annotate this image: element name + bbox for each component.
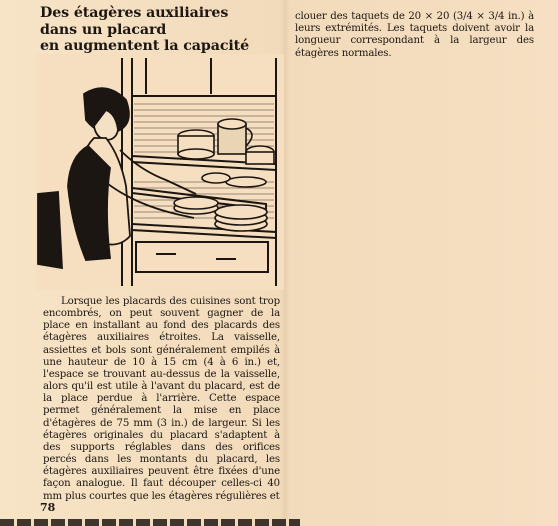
article-title: Des étagères auxiliaires dans un placard en augmentent la capacité [40,5,250,55]
bottom-edge-strip [0,519,300,526]
page-number: 78 [40,501,56,514]
body-paragraph: Lorsque les placards des cuisines sont trop encombrés, on peut souvent gagner de la place en installant au fond des placards des étagères auxiliaires étroites. La vaisselle, assiettes et bols sont généralement empilés à une hauteur de 10 à 15 cm (4 à 6 in.) et, l'espace se trouvant au-dessus de la vaisselle, alors qu'il est utile à l'avant du placard, est de la place perdue à l'arrière. Cette espace permet généralement la mise en place d'étagères de 75 mm (3 in.) de largeur. Si les étagères originales du placard s'adaptent à des supports réglables dans des orifices percés dans les montants du placard, les étagères auxiliaires peuvent être fixées d'une façon analogue. Il faut découper celles-ci 40 mm plus courtes que les étagères régulières et [43,296,280,502]
woman-placing-dishes-on-cupboard-shelf-illustration [36,54,284,290]
continuation-paragraph: clouer des taquets de 20 × 20 (3/4 × 3/4 in.) à leurs extrémités. Les taquets doivent avoir la longueur correspondant à la largeur des étagères normales. [295,11,534,59]
